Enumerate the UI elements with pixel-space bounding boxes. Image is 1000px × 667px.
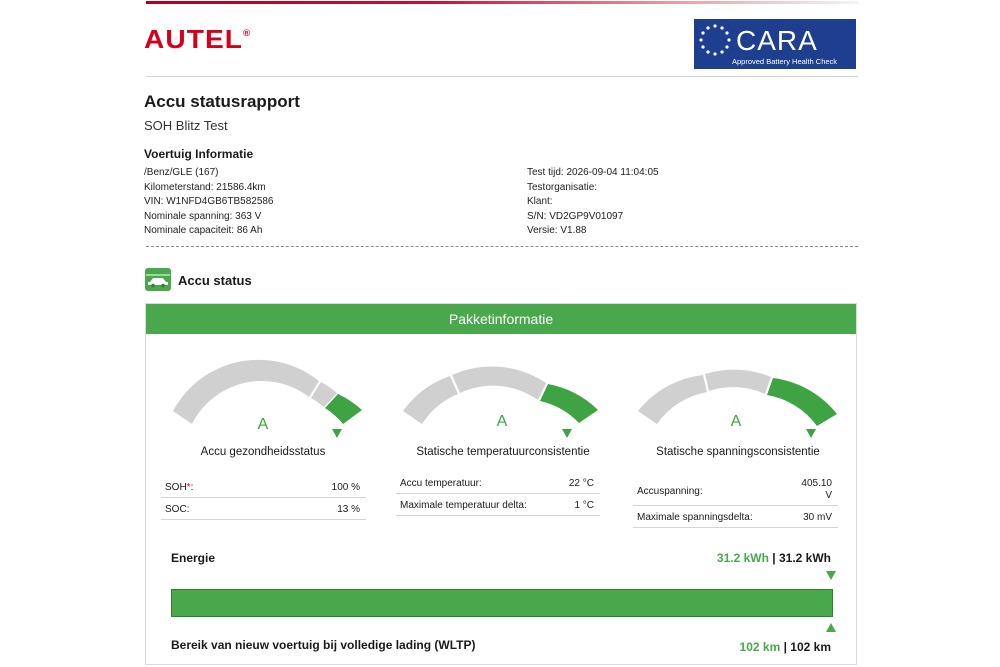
energy-separator: | [772, 551, 776, 565]
info-dashed-divider [146, 246, 858, 247]
table-row [161, 476, 366, 498]
vehicle-info-left [144, 166, 274, 239]
table-row [396, 472, 600, 494]
report-subtitle: SOH Blitz Test [144, 118, 228, 133]
logo-text: AUTEL [144, 24, 244, 54]
accu-temperature-label: Accu temperatuur: [400, 478, 482, 489]
health-gauge-title: Accu gezondheidsstatus [200, 446, 326, 458]
health-gauge [160, 354, 370, 444]
vehicle-info-heading: Voertuig Informatie [144, 147, 254, 161]
voltage-metrics-table [633, 474, 838, 528]
range-separator: | [783, 640, 787, 654]
top-accent-line [146, 1, 858, 4]
table-row [633, 506, 838, 528]
energy-label: Energie [171, 551, 216, 565]
report-title: Accu statusrapport [144, 92, 300, 111]
accu-temperature-value: 22 °C [568, 478, 594, 489]
cara-subtitle: Approved Battery Health Check [732, 57, 838, 66]
health-metrics-table [161, 476, 366, 520]
cara-badge [694, 19, 856, 69]
required-marker: * [186, 482, 191, 493]
energy-current: 31.2 kWh [716, 551, 769, 565]
range-label: Bereik van nieuw voertuig bij volledige lading (WLTP) [171, 638, 476, 652]
test-time: Test tijd: 2026-09-04 11:04:05 [527, 167, 659, 178]
vehicle-model: /Benz/GLE (167) [144, 167, 219, 178]
accu-voltage-label: Accuspanning: [637, 486, 703, 497]
package-info-header: Pakketinformatie [146, 304, 856, 334]
max-temp-delta-label: Maximale temperatuur delta: [400, 500, 527, 511]
soh-label: SOH*: [165, 482, 194, 493]
voltage-gauge-title: Statische spanningsconsistentie [656, 446, 820, 458]
temperature-grade: A [496, 413, 508, 430]
range-current: 102 km [739, 640, 781, 654]
range-total: 102 km [790, 640, 831, 654]
vehicle-vin: VIN: W1NFD4GB6TB582586 [144, 196, 274, 208]
vehicle-info-right [527, 166, 659, 239]
battery-car-icon [145, 268, 171, 291]
range-values [740, 640, 831, 654]
accu-status-title: Accu status [178, 273, 252, 288]
accu-voltage-value: 405.10 V [801, 478, 832, 501]
table-row [633, 474, 838, 506]
table-row [161, 498, 366, 520]
energy-bar [171, 589, 833, 617]
temperature-metrics-table [396, 472, 600, 516]
energy-values [717, 551, 831, 565]
energy-marker-top [826, 571, 836, 580]
energy-total: 31.2 kWh [778, 551, 831, 565]
client: Klant: [527, 196, 553, 208]
package-info-panel [145, 303, 857, 665]
voltage-grade: A [730, 413, 742, 430]
header-divider [146, 76, 858, 77]
vehicle-mileage: Kilometerstand: 21586.4km [144, 181, 266, 193]
range-marker-bottom [826, 623, 836, 632]
max-voltage-delta-label: Maximale spanningsdelta: [637, 512, 753, 523]
nominal-voltage: Nominale spanning: 363 V [144, 210, 262, 222]
voltage-gauge [633, 354, 843, 444]
logo-registered-mark: ® [243, 28, 252, 38]
autel-logo [144, 24, 251, 55]
serial-number: S/N: VD2GP9V01097 [527, 210, 624, 222]
health-grade: A [257, 416, 269, 433]
table-row [396, 494, 600, 516]
soc-label: SOC: [165, 504, 190, 515]
cara-title: CARA [736, 25, 818, 56]
nominal-capacity: Nominale capaciteit: 86 Ah [144, 225, 263, 237]
software-version: Versie: V1.88 [527, 225, 587, 237]
max-voltage-delta-value: 30 mV [803, 512, 832, 523]
soh-value: 100 % [331, 482, 360, 493]
max-temp-delta-value: 1 °C [574, 500, 594, 511]
temperature-gauge-title: Statische temperatuurconsistentie [416, 446, 590, 458]
temperature-gauge [398, 354, 608, 444]
soc-value: 13 % [337, 504, 360, 515]
test-organisation: Testorganisatie: [527, 181, 598, 193]
eu-stars-icon [697, 22, 733, 58]
